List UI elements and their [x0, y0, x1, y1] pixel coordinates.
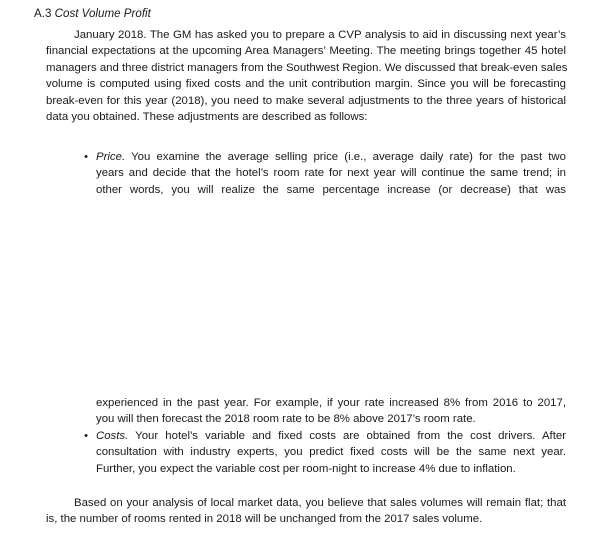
bullet-dot-icon: • — [84, 430, 88, 442]
closing-line-2: is, the number of rooms rented in 2018 will be unchanged from the 2017 sales volume. — [46, 513, 483, 526]
intro-line-3: managers and three district managers from the Southwest Region. We discussed that break-even sales — [46, 61, 568, 74]
costs-term: Costs. — [96, 430, 129, 442]
costs-line-3: Further, you expect the variable cost per room-night to increase 4% due to inflation. — [96, 462, 516, 475]
intro-line-5: break-even for this year (2018), you need to make several adjustments to the three years of historical — [46, 94, 566, 107]
section-number: A.3 — [34, 7, 55, 20]
costs-line-1 — [96, 428, 566, 444]
intro-paragraph — [46, 27, 566, 125]
costs-text-1: Your hotel’s variable and fixed costs are obtained from the cost drivers. After — [128, 430, 566, 442]
price-line-5: you will then forecast the 2018 room rate to be 8% above 2017’s room rate. — [96, 413, 476, 426]
costs-line-2: consultation with industry experts, you predict fixed costs will be the same next year. — [96, 446, 566, 459]
section-title: Cost Volume Profit — [54, 7, 151, 20]
intro-line-6: data you obtained. These adjustments are described as follows: — [46, 111, 368, 124]
price-text-1: You examine the average selling price (i.e., average daily rate) for the past two — [125, 151, 566, 163]
price-line-1 — [96, 149, 566, 165]
bullet-price — [84, 149, 566, 198]
price-term: Price. — [96, 151, 126, 163]
price-line-2: years and decide that the hotel’s room rate for next year will continue the same trend; in — [96, 167, 566, 180]
bullet-dot-icon: • — [84, 151, 88, 163]
bullet-price-continued — [96, 395, 566, 428]
intro-line-2: financial expectations at the upcoming Area Managers’ Meeting. The meeting brings together 45 hotel — [46, 45, 566, 58]
price-line-3: other words, you will realize the same percentage increase (or decrease) that was — [96, 183, 566, 196]
price-line-4: experienced in the past year. For example, if your rate increased 8% from 2016 to 2017, — [96, 397, 566, 409]
intro-line-1: January 2018. The GM has asked you to prepare a CVP analysis to aid in discussing next year’s — [74, 29, 566, 41]
section-heading — [34, 6, 151, 22]
closing-paragraph — [46, 495, 566, 528]
bullet-costs — [84, 428, 566, 477]
intro-line-4: volume is computed using fixed costs and the unit contribution margin. Since you will be forecasting — [46, 78, 566, 91]
closing-line-1: Based on your analysis of local market data, you believe that sales volumes will remain flat; that — [74, 497, 566, 509]
